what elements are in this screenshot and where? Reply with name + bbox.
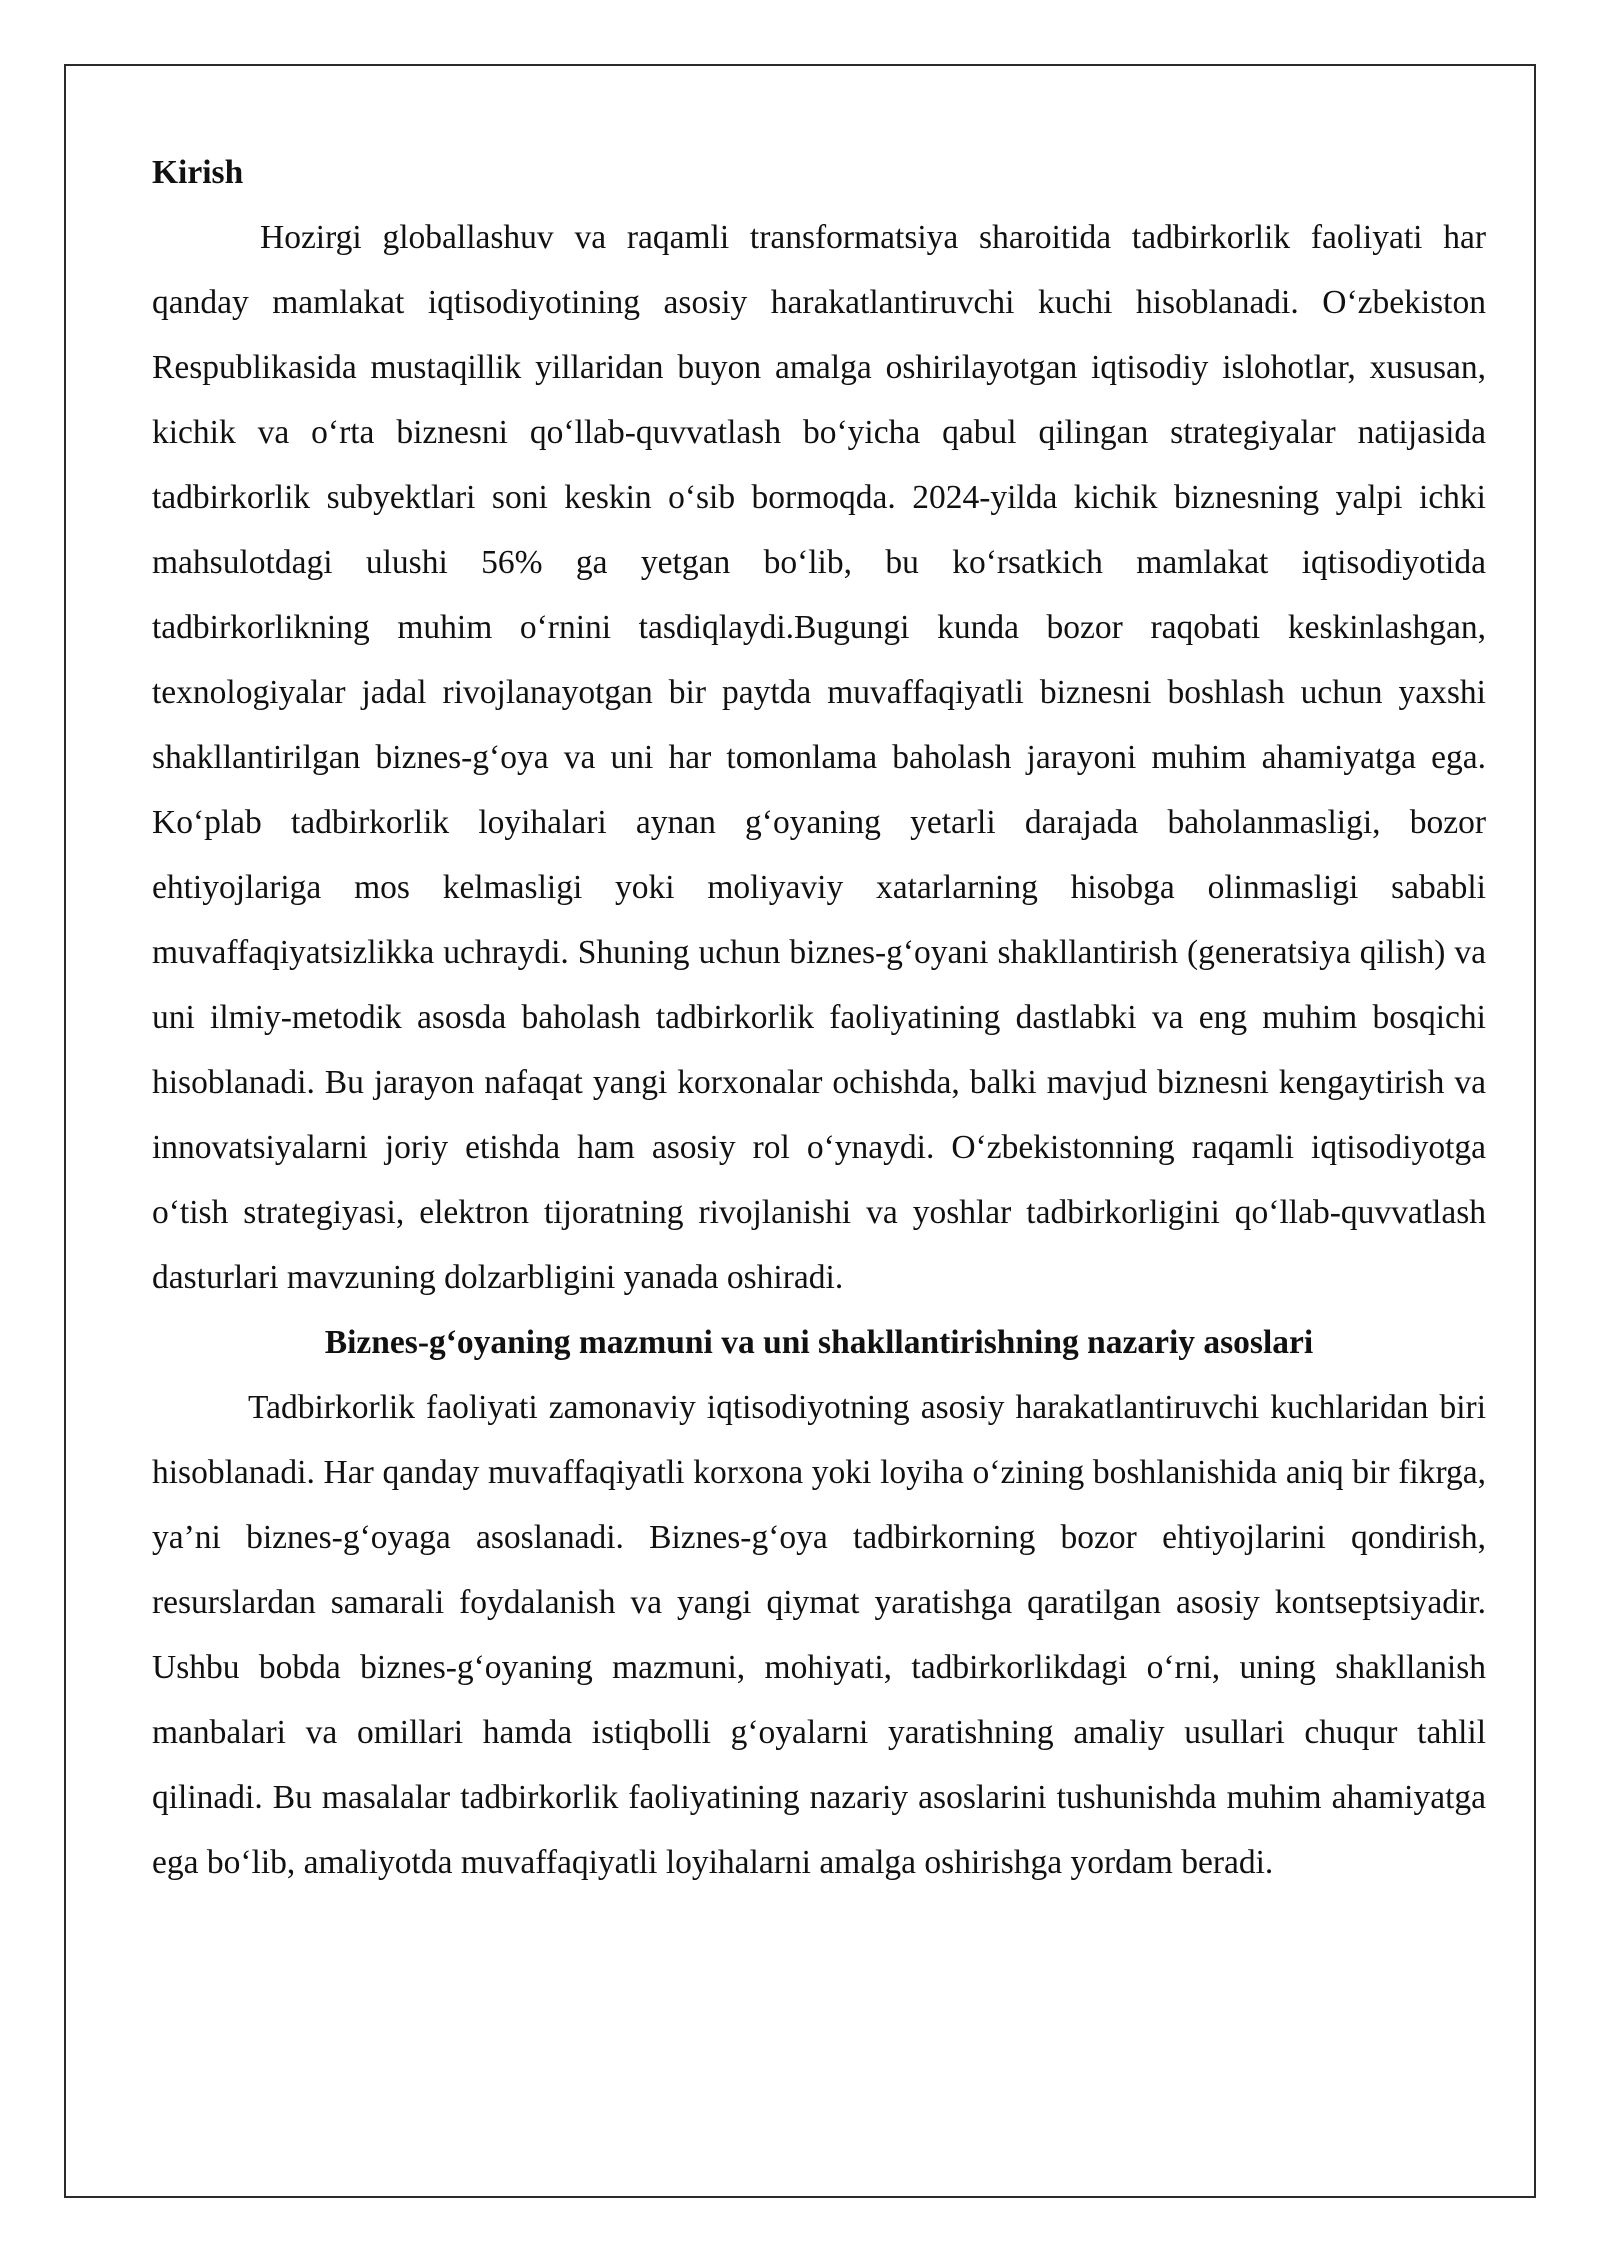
section-paragraph: Tadbirkorlik faoliyati zamonaviy iqtisodiyotning asosiy harakatlantiruvchi kuchlaridan biri hisoblanadi. Har qanday muvaffaqiyatli korxona yoki loyiha o‘zining boshlanishida aniq bir fikrga, ya’ni biznes-g‘oyaga asoslanadi. Biznes-g‘oya tadbirkorning bozor ehtiyojlarini qondirish, resurslardan samarali foydalanish va yangi qiymat yaratishga qaratilgan asosiy kontseptsiyadir. Ushbu bobda biznes-g‘oyaning mazmuni, mohiyati, tadbirkorlikdagi o‘rni, uning shakllanish manbalari va omillari hamda istiqbolli g‘oyalarni yaratishning amaliy usullari chuqur tahlil qilinadi. Bu masalalar tadbirkorlik faoliyatining nazariy asoslarini tushunishda muhim ahamiyatga ega bo‘lib, amaliyotda muvaffaqiyatli loyihalarni amalga oshirishga yordam beradi. — [152, 1389, 1486, 1881]
intro-paragraph: Hozirgi globallashuv va raqamli transformatsiya sharoitida tadbirkorlik faoliyati har qanday mamlakat iqtisodiyotining asosiy harakatlantiruvchi kuchi hisoblanadi. O‘zbekiston Respublikasida mustaqillik yillaridan buyon amalga oshirilayotgan iqtisodiy islohotlar, xususan, kichik va o‘rta biznesni qo‘llab-quvvatlash bo‘yicha qabul qilingan strategiyalar natijasida tadbirkorlik subyektlari soni keskin o‘sib bormoqda. 2024-yilda kichik biznesning yalpi ichki mahsulotdagi ulushi 56% ga yetgan bo‘lib, bu ko‘rsatkich mamlakat iqtisodiyotida tadbirkorlikning muhim o‘rnini tasdiqlaydi.Bugungi kunda bozor raqobati keskinlashgan, texnologiyalar jadal rivojlanayotgan bir paytda muvaffaqiyatli biznesni boshlash uchun yaxshi shakllantirilgan biznes-g‘oya va uni har tomonlama baholash jarayoni muhim ahamiyatga ega. Ko‘plab tadbirkorlik loyihalari aynan g‘oyaning yetarli darajada baholanmasligi, bozor ehtiyojlariga mos kelmasligi yoki moliyaviy xatarlarning hisobga olinmasligi sababli muvaffaqiyatsizlikka uchraydi. Shuning uchun biznes-g‘oyani shakllantirish (generatsiya qilish) va uni ilmiy-metodik asosda baholash tadbirkorlik faoliyatining dastlabki va eng muhim bosqichi hisoblanadi. Bu jarayon nafaqat yangi korxonalar ochishda, balki mavjud biznesni kengaytirish va innovatsiyalarni joriy etishda ham asosiy rol o‘ynaydi. O‘zbekistonning raqamli iqtisodiyotga o‘tish strategiyasi, elektron tijoratning rivojlanishi va yoshlar tadbirkorligini qo‘llab-quvvatlash dasturlari mavzuning dolzarbligini yanada oshiradi. — [152, 219, 1486, 1296]
section-heading: Biznes-g‘oyaning mazmuni va uni shakllantirishning nazariy asoslari — [324, 1324, 1314, 1361]
document-body — [152, 140, 1486, 1895]
intro-heading: Kirish — [152, 154, 244, 191]
